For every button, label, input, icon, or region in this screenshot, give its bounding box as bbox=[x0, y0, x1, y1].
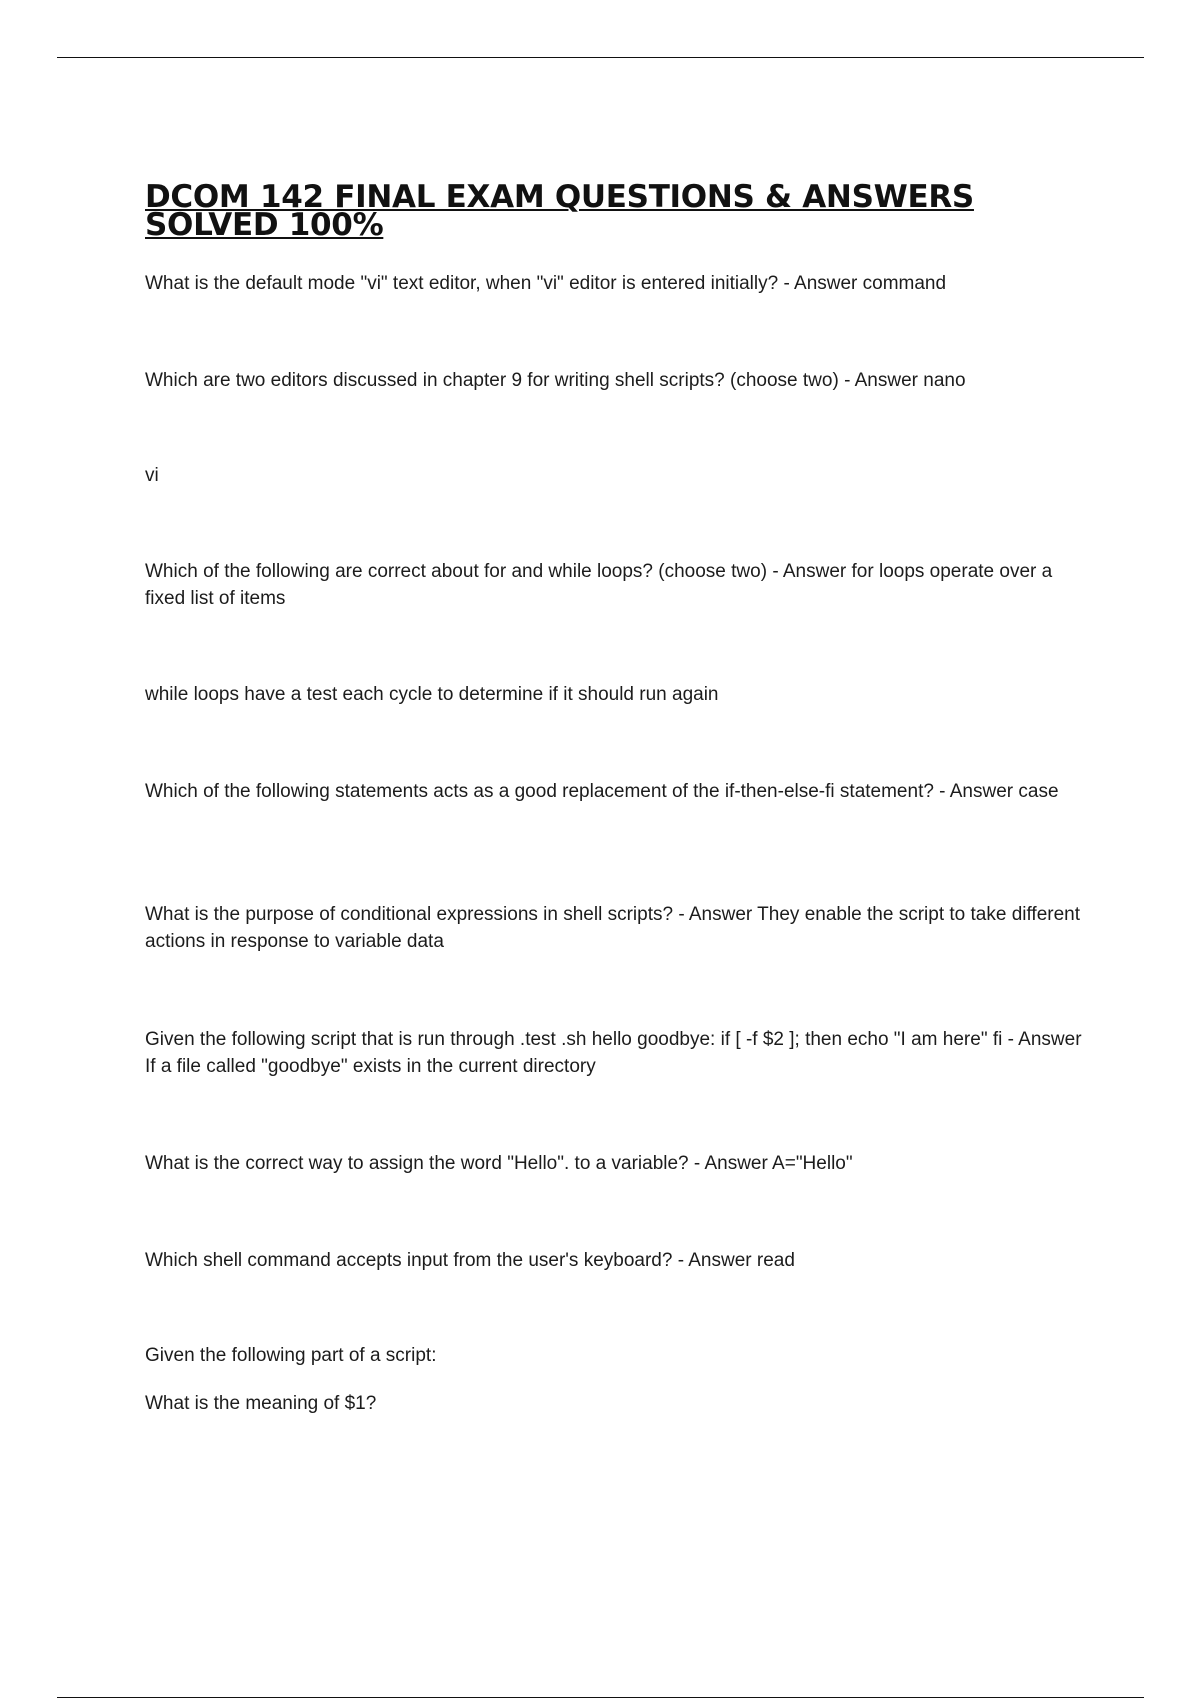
qa-paragraph-1: What is the default mode "vi" text editor, when "vi" editor is entered initially? - Answer command bbox=[145, 273, 947, 294]
qa-paragraph-8: Given the following script that is run through .test .sh hello goodbye: if [ -f $2 ]; then echo "I am here" fi - Answer If a file called "goodbye" exists in the current directory bbox=[145, 1029, 1082, 1077]
qa-paragraph-12: What is the meaning of $1? bbox=[145, 1393, 377, 1414]
title-line-2: SOLVED 100% bbox=[145, 207, 384, 243]
title-line-1: DCOM 142 FINAL EXAM QUESTIONS & ANSWERS bbox=[145, 179, 974, 215]
qa-paragraph-3: vi bbox=[145, 465, 159, 486]
qa-paragraph-9: What is the correct way to assign the word "Hello". to a variable? - Answer A="Hello" bbox=[145, 1153, 853, 1174]
qa-paragraph-10: Which shell command accepts input from the user's keyboard? - Answer read bbox=[145, 1250, 795, 1271]
qa-paragraph-5: while loops have a test each cycle to determine if it should run again bbox=[145, 684, 719, 705]
qa-paragraph-11: Given the following part of a script: bbox=[145, 1345, 437, 1366]
bottom-rule bbox=[57, 1697, 1144, 1698]
qa-paragraph-2: Which are two editors discussed in chapter 9 for writing shell scripts? (choose two) - Answer nano bbox=[145, 370, 966, 391]
document-title bbox=[145, 179, 995, 243]
qa-paragraph-6: Which of the following statements acts as a good replacement of the if-then-else-fi statement? - Answer case bbox=[145, 781, 1059, 802]
qa-paragraph-7: What is the purpose of conditional expressions in shell scripts? - Answer They enable the script to take different actions in response to variable data bbox=[145, 904, 1081, 952]
qa-paragraph-4: Which of the following are correct about for and while loops? (choose two) - Answer for loops operate over a fixed list of items bbox=[145, 561, 1053, 609]
top-rule bbox=[57, 57, 1144, 58]
